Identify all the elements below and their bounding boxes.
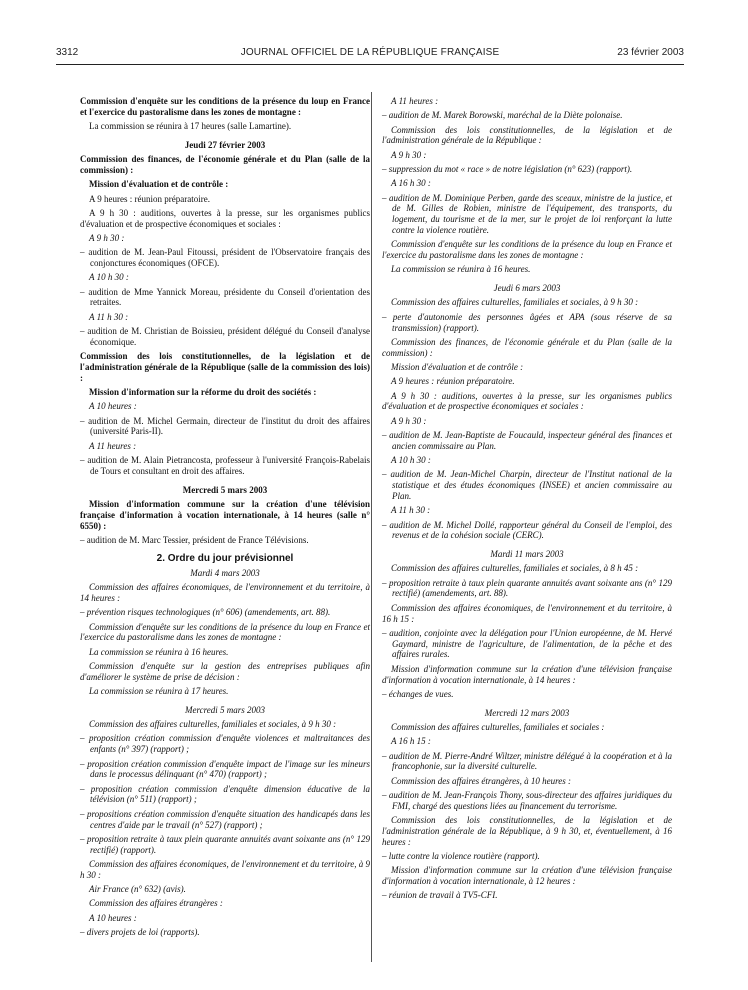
paragraph: Commission des affaires économiques, de l'environnement et du territoire, à 16 h 15 : [382,602,672,624]
paragraph: Commission d'enquête sur la gestion des entreprises publiques afin d'améliorer le système de prise de décision : [80,660,370,682]
paragraph: – audition de M. Marek Borowski, maréchal de la Diète polonaise. [382,110,623,121]
paragraph: A 9 h 30 : auditions, ouvertes à la presse, sur les organismes publics d'évaluation et de prospective économiques et sociales : [80,207,370,229]
paragraph: Jeudi 6 mars 2003 [493,283,561,294]
paragraph: Commission des affaires culturelles, familiales et sociales : [391,721,605,732]
paragraph: – propositions création commission d'enquête situation des handicapés dans les centres d'aide par le travail (n° 527) (rapport) ; [80,808,370,830]
paragraph: Commission des finances, de l'économie générale et du Plan (salle de la commission) : [80,154,370,175]
paragraph: – prévention risques technologiques (n° 606) (amendements, art. 88). [80,607,331,618]
paragraph: – audition de M. Marc Tessier, président de France Télévisions. [80,534,309,545]
paragraph: A 9 h 30 : [391,149,427,160]
paragraph: Commission des lois constitutionnelles, de la législation et de l'administration générale de la République : [382,124,672,146]
paragraph: – audition de M. Christian de Boissieu, président délégué du Conseil d'analyse économique. [80,326,370,347]
paragraph: A 16 h 15 : [391,736,431,747]
paragraph: – audition de M. Dominique Perben, garde des sceaux, ministre de la justice, et de M. Gilles de Robien, ministre de l'équipement, des transports, du logement, du tourisme et de la mer, sur le projet de loi renforçant la lutte contre la violence routière. [382,192,672,235]
paragraph: – réunion de travail à TV5-CFI. [382,890,498,901]
paragraph: – proposition création commission d'enquête dimension éducative de la télévision (n° 511) (rapport) ; [80,783,370,805]
page-number: 3312 [56,47,79,58]
paragraph: La commission se réunira à 17 heures. [89,686,229,697]
paragraph: – suppression du mot « race » de notre législation (n° 623) (rapport). [382,163,633,174]
paragraph: La commission se réunira à 16 heures. [89,646,229,657]
paragraph: Mercredi 5 mars 2003 [184,704,266,715]
journal-title: JOURNAL OFFICIEL DE LA RÉPUBLIQUE FRANÇAISE [240,47,500,58]
paragraph: – audition de M. Michel Dollé, rapporteur général du Conseil de l'emploi, des revenus et de la cohésion sociale (CERC). [382,519,672,541]
paragraph: – proposition création commission d'enquête violences et maltraitances des enfants (n° 397) (rapport) ; [80,733,370,755]
paragraph: – audition de M. Jean-Michel Charpin, directeur de l'Institut national de la statistique et des études économiques (INSEE) et ancien commissaire au Plan. [382,469,672,501]
paragraph: Mission d'évaluation et de contrôle : [391,361,524,372]
paragraph: Commission des affaires culturelles, familiales et sociales, à 9 h 30 : [391,297,639,308]
paragraph: – audition de M. Pierre-André Wiltzer, ministre délégué à la coopération et à la francophonie, sur la diversité culturelle. [382,750,672,772]
paragraph: Commission des affaires économiques, de l'environnement et du territoire, à 9 h 30 : [80,858,370,880]
paragraph: Mission d'information commune sur la création d'une télévision française d'information à vocation internationale, à 14 heures (salle n° 6550) : [80,498,370,531]
paragraph: Jeudi 27 février 2003 [184,139,266,150]
paragraph: La commission se réunira à 17 heures (salle Lamartine). [89,121,292,132]
paragraph: Mardi 4 mars 2003 [190,567,260,578]
paragraph: A 9 heures : réunion préparatoire. [89,193,210,204]
left-column [80,96,370,941]
paragraph: A 9 heures : réunion préparatoire. [391,376,515,387]
paragraph: – perte d'autonomie des personnes âgées et APA (sous réserve de sa transmission) (rapport). [382,311,672,333]
paragraph: Commission des affaires économiques, de l'environnement et du territoire, à 14 heures : [80,582,370,603]
paragraph: – proposition création commission d'enquête impact de l'image sur les mineurs dans le processus délinquant (n° 470) (rapport) ; [80,758,370,780]
paragraph: Mission d'évaluation et de contrôle : [89,179,229,190]
paragraph: Mercredi 12 mars 2003 [484,707,570,718]
issue-date: 23 février 2003 [617,47,684,58]
header-rule [56,64,684,65]
paragraph: – audition de M. Jean-Paul Fitoussi, président de l'Observatoire français des conjonctures économiques (OFCE). [80,247,370,269]
paragraph: Commission d'enquête sur les conditions de la présence du loup en France et l'exercice du pastoralisme dans les zones de montagne : [382,239,672,261]
paragraph: A 11 heures : [89,440,137,451]
paragraph: – audition de M. Michel Germain, directeur de l'institut du droit des affaires (université Paris-II). [80,415,370,437]
paragraph: A 10 h 30 : [89,272,129,283]
paragraph: Commission des affaires étrangères : [89,898,223,909]
paragraph: La commission se réunira à 16 heures. [391,264,531,275]
paragraph: Commission des finances, de l'économie générale et du Plan (salle de la commission) : [382,336,672,358]
paragraph: A 9 h 30 : [391,415,427,426]
paragraph: – divers projets de loi (rapports). [80,926,200,937]
paragraph: A 10 h 30 : [391,455,431,466]
paragraph: A 10 heures : [89,401,137,412]
paragraph: Air France (n° 632) (avis). [89,884,186,895]
paragraph: A 9 h 30 : auditions, ouvertes à la presse, sur les organismes publics d'évaluation et de prospective économiques et sociales : [382,390,672,412]
paragraph: A 16 h 30 : [391,178,431,189]
paragraph: A 11 h 30 : [391,505,431,516]
paragraph: Mission d'information commune sur la création d'une télévision française d'information à vocation internationale, à 12 heures : [382,865,672,887]
paragraph: A 11 heures : [391,96,439,106]
paragraph: 2. Ordre du jour prévisionnel [156,552,294,564]
paragraph: – proposition retraite à taux plein quarante annuités avant soixante ans (n° 129 rectifié) (amendements, art. 88). [382,577,672,599]
paragraph: Commission des lois constitutionnelles, de la législation et de l'administration générale de la République, à 9 h 30, et, éventuellement, à 16 heures : [382,815,672,847]
paragraph: – audition de M. Jean-Baptiste de Foucauld, inspecteur général des finances et ancien commissaire au Plan. [382,429,672,451]
paragraph: Mission d'information commune sur la création d'une télévision française d'information à vocation internationale, à 14 heures : [382,663,672,685]
page-header [56,45,684,61]
column-separator [371,92,372,962]
paragraph: A 11 h 30 : [89,311,129,322]
paragraph: Commission d'enquête sur les conditions de la présence du loup en France et l'exercice du pastoralisme dans les zones de montagne : [80,621,370,643]
paragraph: A 10 heures : [89,912,137,923]
paragraph: Commission des affaires culturelles, familiales et sociales, à 9 h 30 : [89,719,337,730]
paragraph: Mercredi 5 mars 2003 [182,484,268,495]
paragraph: – proposition retraite à taux plein quarante annuités avant soixante ans (n° 129 rectifié) (rapport). [80,833,370,855]
paragraph: A 9 h 30 : [89,232,125,243]
paragraph: – lutte contre la violence routière (rapport). [382,850,540,861]
paragraph: – échanges de vues. [382,688,454,699]
paragraph: – audition de Mme Yannick Moreau, présidente du Conseil d'orientation des retraites. [80,286,370,308]
paragraph: Commission des affaires étrangères, à 10 heures : [391,775,571,786]
paragraph: Mission d'information sur la réforme du droit des sociétés : [89,387,317,398]
paragraph: – audition, conjointe avec la délégation pour l'Union européenne, de M. Hervé Gaymard, ministre de l'agriculture, de l'alimentation, de la pêche et des affaires rurales. [382,627,672,660]
paragraph: Mardi 11 mars 2003 [490,549,564,560]
paragraph: – audition de M. Alain Pietrancosta, professeur à l'université François-Rabelais de Tours et consultant en droit des affaires. [80,455,370,476]
paragraph: Commission des affaires culturelles, familiales et sociales, à 8 h 45 : [391,563,639,574]
paragraph: Commission des lois constitutionnelles, de la législation et de l'administration générale de la République (salle de la commission des lois) : [80,351,370,383]
paragraph: – audition de M. Jean-François Thony, sous-directeur des affaires juridiques du FMI, chargé des questions liées au financement du terrorisme. [382,789,672,811]
paragraph: Commission d'enquête sur les conditions de la présence du loup en France et l'exercice du pastoralisme dans les zones de montagne : [80,96,370,117]
right-column [382,96,672,905]
